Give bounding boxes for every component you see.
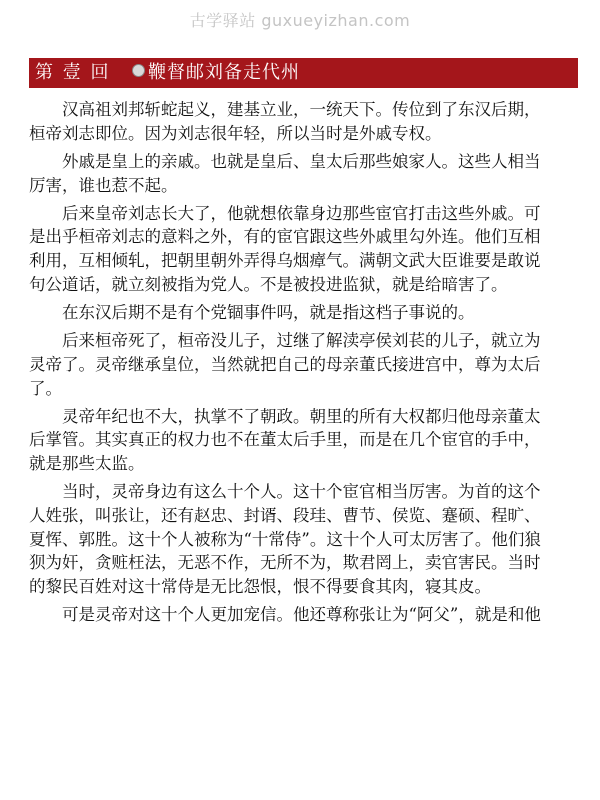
text-line: 在东汉后期不是有个党锢事件吗，就是指这档子事说的。 — [29, 302, 475, 322]
text-line: 就是那些太监。 — [29, 454, 145, 474]
chapter-title: 鞭督邮刘备走代州 — [148, 62, 300, 83]
text-line: 后来桓帝死了，桓帝没儿子，过继了解渎亭侯刘苌的儿子，就立为 — [29, 330, 541, 350]
chapter-heading — [29, 58, 578, 88]
text-line: 可是灵帝对这十个人更加宠信。他还尊称张让为“阿父”，就是和他 — [29, 605, 541, 625]
text-line: 利用，互相倾轧，把朝里朝外弄得乌烟瘴气。满朝文武大臣谁要是敢说 — [29, 251, 541, 271]
text-line: 外戚是皇上的亲戚。也就是皇后、皇太后那些娘家人。这些人相当 — [29, 151, 541, 171]
body-text — [29, 98, 578, 627]
site-watermark: 古学驿站 guxueyizhan.com — [189, 11, 411, 30]
text-line: 是出乎桓帝刘志的意料之外，有的宦官跟这些外戚里勾外连。他们互相 — [29, 227, 541, 247]
text-line: 当时，灵帝身边有这么十个人。这十个宦官相当厉害。为首的这个 — [29, 482, 541, 502]
text-line: 了。 — [29, 378, 62, 398]
text-line: 桓帝刘志即位。因为刘志很年轻，所以当时是外戚专权。 — [29, 123, 442, 143]
text-line: 夏恽、郭胜。这十个人被称为“十常侍”。这十个人可太厉害了。他们狼 — [29, 529, 541, 549]
chapter-number: 第 壹 回 — [35, 62, 111, 83]
text-line: 后来皇帝刘志长大了，他就想依靠身边那些宦官打击这些外戚。可 — [29, 203, 541, 223]
text-line: 后掌管。其实真正的权力也不在董太后手里，而是在几个宦官的手中， — [29, 430, 541, 450]
text-line: 厉害，谁也惹不起。 — [29, 175, 178, 195]
text-line: 汉高祖刘邦斩蛇起义，建基立业，一统天下。传位到了东汉后期， — [29, 100, 541, 119]
bullet-icon — [132, 64, 145, 77]
text-line: 狈为奸，贪赃枉法，无恶不作，无所不为，欺君罔上，卖官害民。当时 — [29, 553, 541, 573]
text-line: 人姓张，叫张让，还有赵忠、封谞、段珪、曹节、侯览、蹇硕、程旷、 — [29, 505, 541, 525]
text-line: 灵帝年纪也不大，执掌不了朝政。朝里的所有大权都归他母亲董太 — [29, 406, 541, 426]
text-line: 灵帝了。灵帝继承皇位，当然就把自己的母亲董氏接进宫中，尊为太后 — [29, 354, 541, 374]
text-line: 句公道话，就立刻被指为党人。不是被投进监狱，就是给暗害了。 — [29, 274, 508, 294]
text-line: 的黎民百姓对这十常侍是无比怨恨，恨不得要食其肉，寝其皮。 — [29, 577, 491, 597]
